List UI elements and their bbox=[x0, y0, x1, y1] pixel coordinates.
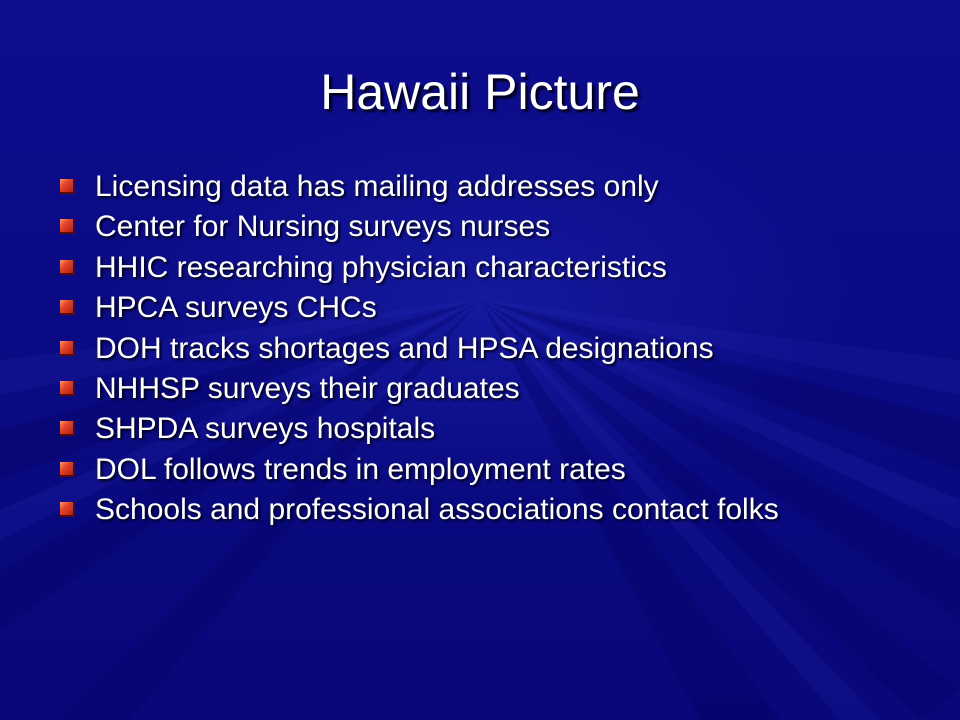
bullet-text: SHPDA surveys hospitals bbox=[95, 412, 436, 446]
bullet-item bbox=[60, 168, 920, 202]
bullet-item bbox=[60, 410, 920, 444]
square-bullet-icon bbox=[60, 341, 75, 356]
bullet-text: NHHSP surveys their graduates bbox=[95, 371, 520, 405]
bullet-text: Center for Nursing surveys nurses bbox=[95, 210, 551, 244]
bullet-text: HPCA surveys CHCs bbox=[95, 291, 377, 325]
bullet-text: DOL follows trends in employment rates bbox=[95, 452, 626, 486]
square-bullet-icon bbox=[60, 300, 75, 315]
bullet-item bbox=[60, 370, 920, 404]
bullet-text: DOH tracks shortages and HPSA designations bbox=[95, 331, 714, 365]
square-bullet-icon bbox=[60, 179, 75, 194]
bullet-item bbox=[60, 249, 920, 283]
square-bullet-icon bbox=[60, 219, 75, 234]
square-bullet-icon bbox=[60, 260, 75, 275]
square-bullet-icon bbox=[60, 462, 75, 477]
square-bullet-icon bbox=[60, 421, 75, 436]
bullet-item bbox=[60, 289, 920, 323]
bullet-item bbox=[60, 451, 920, 485]
bullet-item bbox=[60, 208, 920, 242]
bullet-item bbox=[60, 330, 920, 364]
bullet-text: HHIC researching physician characteristics bbox=[95, 250, 667, 284]
bullet-item bbox=[60, 491, 920, 525]
square-bullet-icon bbox=[60, 502, 75, 517]
bullet-text: Schools and professional associations contact folks bbox=[95, 493, 779, 527]
bullet-text: Licensing data has mailing addresses only bbox=[95, 170, 659, 203]
slide-title: Hawaii Picture bbox=[320, 64, 640, 120]
square-bullet-icon bbox=[60, 381, 75, 396]
bullet-list bbox=[60, 168, 920, 532]
